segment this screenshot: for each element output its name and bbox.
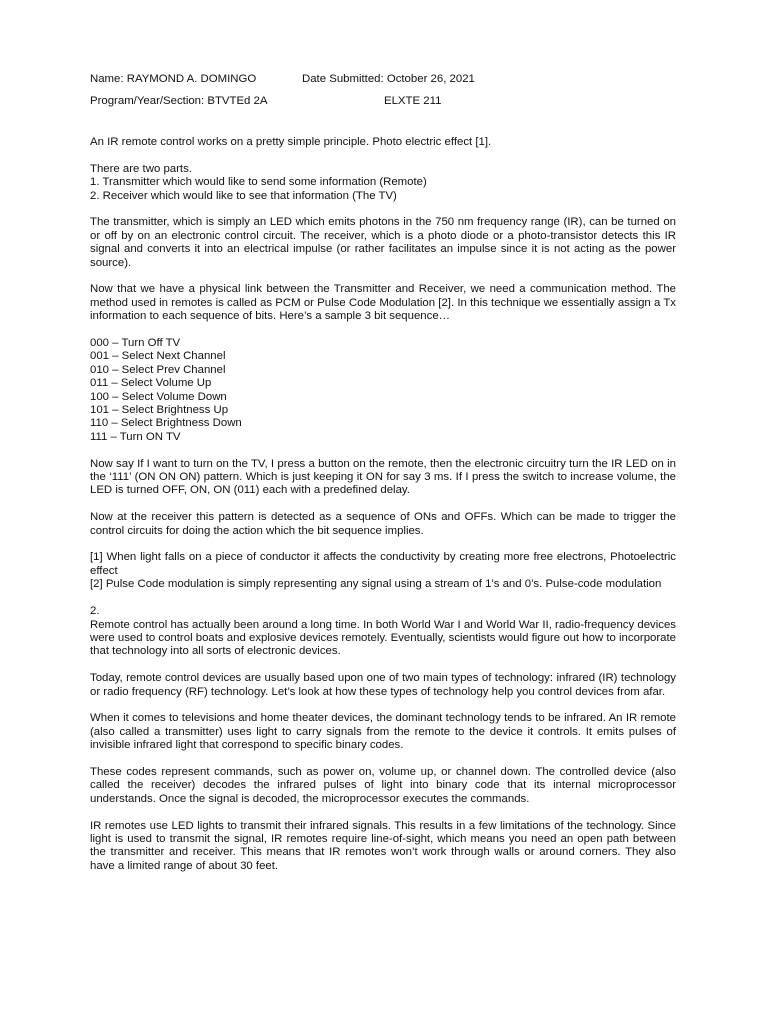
list-item: 000 – Turn Off TV xyxy=(90,337,181,350)
references xyxy=(90,551,676,591)
list-item: 001 – Select Next Channel xyxy=(90,350,226,363)
list-item: 100 – Select Volume Down xyxy=(90,390,227,403)
example-paragraph: Now say If I want to turn on the TV, I press a button on the remote, then the electronic circuitry turn the IR LED on in the ‘111’ (ON ON ON) pattern. Which is just keeping it ON for say 3 ms. If I press the switch to increase volume, the LED is turned OFF, ON, ON (011) each with a predefined delay. xyxy=(90,457,676,497)
student-name: Name: RAYMOND A. DOMINGO xyxy=(90,73,257,85)
program-year-section: Program/Year/Section: BTVTEd 2A xyxy=(90,95,268,107)
ir-paragraph: When it comes to televisions and home theater devices, the dominant technology tends to be infrared. An IR remote (also called a transmitter) uses light to carry signals from the remote to the device it controls. It emits pulses of invisible infrared light that correspond to specific binary codes. xyxy=(90,712,676,752)
history-paragraph: Remote control has actually been around a long time. In both World War I and World War II, radio-frequency devices were used to control boats and explosive devices remotely. Eventually, scientists would figure out how to incorporate that technology into all sorts of electronic devices. xyxy=(90,618,676,658)
reference-2: [2] Pulse Code modulation is simply representing any signal using a stream of 1’s and 0’s. Pulse-code modulation xyxy=(90,578,662,591)
list-item: 2. Receiver which would like to see that information (The TV) xyxy=(90,189,397,202)
parts-heading: There are two parts. xyxy=(90,162,192,175)
reference-1: [1] When light falls on a piece of conductor it affects the conductivity by creating more free electrons, Photoelectric effect xyxy=(90,551,676,577)
intro-paragraph: An IR remote control works on a pretty simple principle. Photo electric effect [1]. xyxy=(90,136,492,148)
limitations-paragraph: IR remotes use LED lights to transmit their infrared signals. This results in a few limitations of the technology. Since light is used to transmit the signal, IR remotes require line-of-sight, which means you need an open path between the transmitter and receiver. This means that IR remotes won’t work through walls or around corners. They also have a limited range of about 30 feet. xyxy=(90,819,676,872)
course-code: ELXTE 211 xyxy=(384,95,442,107)
receiver-paragraph: Now at the receiver this pattern is detected as a sequence of ONs and OFFs. Which can be made to trigger the control circuits for doing the action which the bit sequence implies. xyxy=(90,511,676,537)
list-item: 011 – Select Volume Up xyxy=(90,377,212,390)
document-body xyxy=(90,73,676,887)
list-item: 111 – Turn ON TV xyxy=(90,430,181,443)
transmitter-paragraph: The transmitter, which is simply an LED which emits photons in the 750 nm frequency range (IR), can be turned on or off by on an electronic control circuit. The receiver, which is a photo diode or a photo-transistor detects this IR signal and converts it into an electrical impulse (or rather facilitates an impulse since it is not acting as the power source). xyxy=(90,216,676,269)
bit-code-list xyxy=(90,337,676,444)
types-paragraph: Today, remote control devices are usually based upon one of two main types of technology: infrared (IR) technology or radio frequency (RF) technology. Let’s look at how these types of technology help you control devices from afar. xyxy=(90,672,676,698)
parts-list xyxy=(90,163,676,203)
list-item: 101 – Select Brightness Up xyxy=(90,404,229,417)
list-item: 110 – Select Brightness Down xyxy=(90,417,242,430)
list-item: 1. Transmitter which would like to send some information (Remote) xyxy=(90,176,427,189)
section-number: 2. xyxy=(90,605,100,618)
codes-paragraph: These codes represent commands, such as power on, volume up, or channel down. The controlled device (also called the receiver) decodes the infrared pulses of light into binary code that its internal microprocessor understands. Once the signal is decoded, the microprocessor executes the commands. xyxy=(90,765,676,805)
list-item: 010 – Select Prev Channel xyxy=(90,363,226,376)
header-line-1 xyxy=(90,73,676,87)
date-submitted: Date Submitted: October 26, 2021 xyxy=(302,73,475,85)
header-line-2 xyxy=(90,95,676,109)
pcm-paragraph: Now that we have a physical link between the Transmitter and Receiver, we need a communication method. The method used in remotes is called as PCM or Pulse Code Modulation [2]. In this technique we essentially assign a Tx information to each sequence of bits. Here’s a sample 3 bit sequence… xyxy=(90,283,676,323)
